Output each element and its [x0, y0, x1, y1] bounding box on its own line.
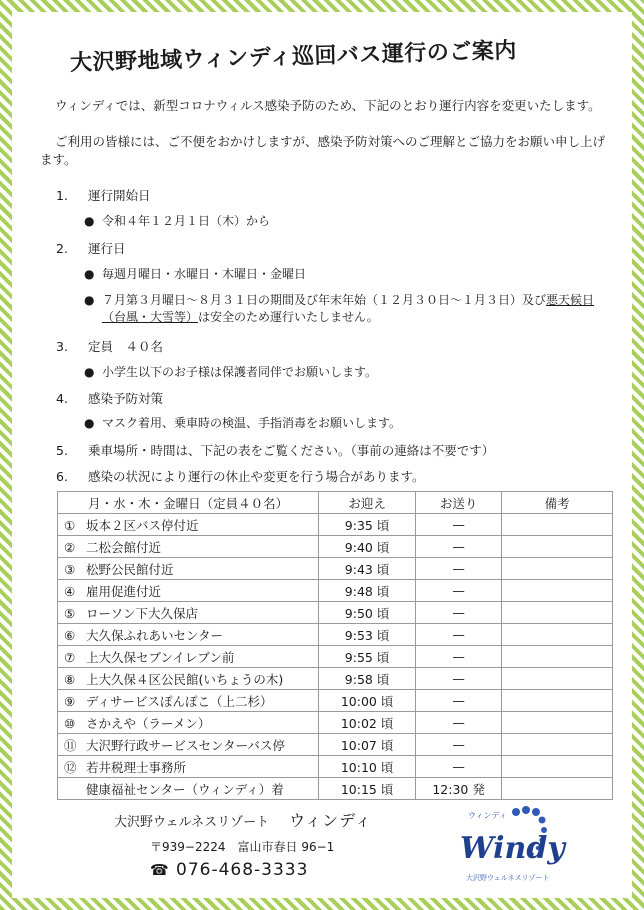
section-label: 運行開始日	[88, 188, 151, 203]
dropoff-time-cell: —	[416, 712, 502, 734]
stop-name: 上大久保セブンイレブン前	[86, 649, 235, 665]
stop-name: 松野公民館付近	[86, 561, 174, 577]
dropoff-time-cell: —	[416, 756, 502, 778]
stop-name-cell	[58, 668, 319, 690]
note-cell	[502, 536, 613, 558]
pickup-time-cell: 9:48 頃	[319, 580, 416, 602]
pickup-time-cell: 9:43 頃	[319, 558, 416, 580]
dropoff-time-cell: —	[416, 646, 502, 668]
stop-name-cell	[58, 514, 319, 536]
stop-number: ⑫	[64, 759, 77, 775]
bullet-icon: ●	[84, 293, 95, 307]
stop-name-cell	[58, 778, 319, 800]
dropoff-time-cell: —	[416, 558, 502, 580]
stop-number: ①	[64, 517, 76, 533]
section-label: 定員 ４０名	[88, 339, 164, 354]
pickup-time-cell: 9:58 頃	[319, 668, 416, 690]
table-row	[58, 756, 613, 778]
dropoff-time-cell: —	[416, 536, 502, 558]
table-row	[58, 778, 613, 800]
table-row	[58, 690, 613, 712]
table-row	[58, 624, 613, 646]
section-number: 2.	[56, 241, 68, 256]
section-1-item: ● 令和４年１２月１日（木）から	[84, 214, 271, 228]
note-cell	[502, 558, 613, 580]
section-6-heading	[56, 467, 425, 485]
section-3-item: ● 小学生以下のお子様は保護者同伴でお願いします。	[84, 365, 378, 379]
dropoff-time-cell: —	[416, 580, 502, 602]
dropoff-time-cell: —	[416, 668, 502, 690]
section-1-heading	[56, 186, 151, 204]
schedule-table	[57, 491, 613, 800]
stop-number: ⑦	[64, 649, 76, 665]
dropoff-time-cell: —	[416, 690, 502, 712]
stop-name-cell	[58, 646, 319, 668]
note-cell	[502, 646, 613, 668]
bullet-icon: ●	[84, 267, 95, 281]
header-notes: 備考	[502, 492, 613, 514]
section-number: 1.	[56, 188, 68, 203]
dropoff-time-cell: —	[416, 602, 502, 624]
section-4-heading	[56, 389, 163, 407]
table-row	[58, 646, 613, 668]
footer-address: 〒939−2224 富山市春日 96−1	[150, 840, 335, 854]
header-dropoff: お送り	[416, 492, 502, 514]
stop-number: ⑤	[64, 605, 76, 621]
section-label: 感染の状況により運行の休止や変更を行う場合があります。	[88, 469, 425, 484]
schedule-body	[58, 514, 613, 800]
section-label: 乗車場所・時間は、下記の表をご覧ください。（事前の連絡は不要です）	[88, 443, 495, 458]
table-row	[58, 558, 613, 580]
note-cell	[502, 778, 613, 800]
stop-number: ②	[64, 539, 76, 555]
intro-paragraph-2: ご利用の皆様には、ご不便をおかけしますが、感染予防対策へのご理解とご協力をお願い申し上げます。	[40, 134, 606, 167]
section-5-heading	[56, 441, 494, 459]
dropoff-time-cell: 12:30 発	[416, 778, 502, 800]
stop-number: ⑧	[64, 671, 76, 687]
stop-name: 坂本２区バス停付近	[86, 517, 199, 533]
table-header-row	[58, 492, 613, 514]
stop-name-cell	[58, 624, 319, 646]
note-cell	[502, 756, 613, 778]
table-row	[58, 514, 613, 536]
phone-icon: ☎	[150, 861, 170, 879]
stop-number: ⑩	[64, 715, 76, 731]
stop-name: 雇用促進付近	[86, 583, 162, 599]
table-row	[58, 668, 613, 690]
windy-logo	[454, 800, 574, 890]
pickup-time-cell: 10:15 頃	[319, 778, 416, 800]
stop-name-cell	[58, 558, 319, 580]
pickup-time-cell: 10:07 頃	[319, 734, 416, 756]
logo-kana: ウィンディ	[468, 811, 507, 820]
stop-name-cell	[58, 602, 319, 624]
header-stop: 月・水・木・金曜日（定員４０名）	[58, 492, 319, 514]
section-label: 感染予防対策	[88, 391, 164, 406]
table-row	[58, 536, 613, 558]
stop-name: 若井税理士事務所	[86, 759, 187, 775]
stop-name: さかえや（ラーメン）	[86, 715, 211, 731]
table-row	[58, 602, 613, 624]
table-row	[58, 712, 613, 734]
stop-name: 大沢野行政サービスセンターバス停	[86, 737, 285, 753]
section-2-item-2: ● ７月第３月曜日～８月３１日の期間及び年末年始（１２月３０日～１月３日）及び悪天候日（台風・大雪等）は安全のため運行いたしません。	[84, 293, 595, 324]
section-number: 3.	[56, 339, 68, 354]
stop-number: ⑥	[64, 627, 76, 643]
note-cell	[502, 602, 613, 624]
pickup-time-cell: 9:53 頃	[319, 624, 416, 646]
underlined-weather-note: 悪天候日（台風・大雪等）	[102, 293, 595, 324]
pickup-time-cell: 10:02 頃	[319, 712, 416, 734]
section-2-heading	[56, 239, 126, 257]
section-label: 運行日	[88, 241, 126, 256]
section-3-heading	[56, 337, 163, 355]
stop-name-cell	[58, 690, 319, 712]
footer-organization: 大沢野ウェルネスリゾート ウィンディ	[114, 811, 372, 830]
note-cell	[502, 734, 613, 756]
intro-paragraph-1: ウィンディでは、新型コロナウィルス感染予防のため、下記のとおり運行内容を変更いたします。	[55, 98, 601, 113]
dropoff-time-cell: —	[416, 624, 502, 646]
bullet-icon: ●	[84, 416, 95, 430]
section-number: 4.	[56, 391, 68, 406]
footer-phone: ☎ 076-468-3333	[150, 860, 309, 880]
stop-name-cell	[58, 734, 319, 756]
pickup-time-cell: 9:50 頃	[319, 602, 416, 624]
note-cell	[502, 514, 613, 536]
logo-caption: 大沢野ウェルネスリゾート	[466, 874, 550, 882]
section-number: 6.	[56, 469, 68, 484]
note-cell	[502, 712, 613, 734]
stop-name: ローソン下大久保店	[86, 605, 199, 621]
dropoff-time-cell: —	[416, 734, 502, 756]
page-title: 大沢野地域ウィンディ巡回バス運行のご案内	[69, 38, 518, 76]
stop-name: 健康福祉センター（ウィンディ）着	[86, 781, 284, 797]
note-cell	[502, 580, 613, 602]
stop-name-cell	[58, 536, 319, 558]
table-row	[58, 580, 613, 602]
table-row	[58, 734, 613, 756]
stop-number: ⑨	[64, 693, 76, 709]
pickup-time-cell: 9:55 頃	[319, 646, 416, 668]
pickup-time-cell: 9:40 頃	[319, 536, 416, 558]
section-number: 5.	[56, 443, 68, 458]
bullet-icon: ●	[84, 214, 95, 228]
stop-name-cell	[58, 756, 319, 778]
header-pickup: お迎え	[319, 492, 416, 514]
note-cell	[502, 690, 613, 712]
pickup-time-cell: 10:00 頃	[319, 690, 416, 712]
stop-name: 上大久保４区公民館(いちょうの木)	[86, 671, 284, 687]
section-4-item: ● マスク着用、乗車時の検温、手指消毒をお願いします。	[84, 416, 402, 430]
bullet-icon: ●	[84, 365, 95, 379]
stop-name: ディサービスぽんぽこ（上二杉）	[86, 693, 273, 709]
pickup-time-cell: 10:10 頃	[319, 756, 416, 778]
stop-name-cell	[58, 580, 319, 602]
stop-number: ③	[64, 561, 76, 577]
stop-number: ⑪	[64, 737, 77, 753]
stop-name: 大久保ふれあいセンター	[86, 627, 224, 643]
facility-name: ウィンディ	[289, 811, 372, 830]
section-2-item-1: ● 毎週月曜日・水曜日・木曜日・金曜日	[84, 267, 307, 281]
note-cell	[502, 668, 613, 690]
dropoff-time-cell: —	[416, 514, 502, 536]
stop-name: 二松会館付近	[86, 539, 162, 555]
pickup-time-cell: 9:35 頃	[319, 514, 416, 536]
logo-word: Windy	[460, 831, 565, 866]
stop-name-cell	[58, 712, 319, 734]
note-cell	[502, 624, 613, 646]
stop-number: ④	[64, 583, 76, 599]
